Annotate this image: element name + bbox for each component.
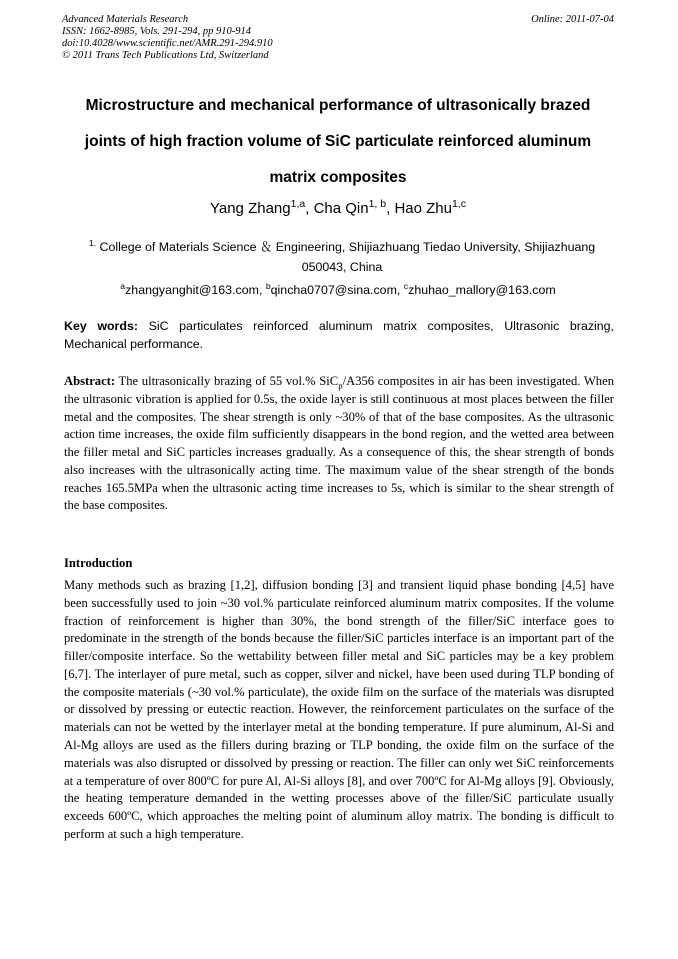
abstract-section: [64, 373, 614, 515]
doi-line: doi:10.4028/www.scientific.net/AMR.291-294.910: [62, 38, 273, 49]
online-date: Online: 2011-07-04: [531, 14, 614, 25]
author-affiliation-mark: 1,a: [290, 198, 306, 210]
journal-name: Advanced Materials Research: [62, 14, 189, 25]
affiliation-line-2: 050043, China: [301, 260, 383, 274]
author-separator: ,: [305, 200, 314, 217]
title-line-1: Microstructure and mechanical performance of ultrasonically brazed: [85, 97, 591, 114]
email-address: zhangyanghit@163.com: [125, 283, 259, 297]
affiliation-line-1: College of Materials Science ＆ Engineering, Shijiazhuang Tiedao University, Shijiazhuang: [96, 240, 596, 254]
author-affiliation-mark: 1,c: [452, 198, 467, 210]
email-mark: a: [120, 280, 126, 291]
title-line-3: matrix composites: [269, 169, 407, 186]
email-address: zhuhao_mallory@163.com: [408, 283, 556, 297]
introduction-heading: Introduction: [64, 556, 133, 570]
keywords-label: Key words:: [64, 319, 138, 333]
introduction-body: Many methods such as brazing [1,2], diffusion bonding [3] and transient liquid phase bonding [4,5] have been successfully used to join ~30 vol.% particulate reinforced aluminum matrix composites. If the volume fraction of reinforcement is higher than 30%, the bond strength of the filler/SiC interface goes to predominate in the strength of the bonds because the filler/SiC particles interface is an important part of the filler/composite interface. So the wettability between filler metal and SiC particles may be a key problem [6,7]. The interlayer of pure metal, such as copper, silver and nickel, have been used during TLP bonding of the composite materials (~30 vol.% particulate), the oxide film on the surface of the materials was disrupted or dissolved by pressing or eutectic reaction. However, the reinforcement particulates on the surface of the materials can not be wetted by the interlayer metal at the bonding temperature. If pure aluminum, Al-Si and Al-Mg alloys are used as the fillers during brazing or TLP bonding, the oxide film on the surface of the materials was also disrupted or dissolved by pressing or reaction. The filler can only wet SiC reinforcements at a temperature of over 800ºC for pure Al, Al-Si alloys [8], and over 700ºC for Al-Mg alloys [9]. Obviously, the heating temperature demanded in the wetting processes above of the filler/SiC particulate usually exceeds 600ºC, which approaches the melting point of aluminum alloy matrix. The bonding is difficult to perform at such a high temperature.: [64, 578, 614, 841]
email-mark: b: [265, 280, 271, 291]
affiliation: [72, 237, 612, 277]
keywords-section: [64, 317, 614, 353]
paper-title: [62, 88, 614, 196]
keywords-text: SiC particulates reinforced aluminum matrix composites, Ultrasonic brazing, Mechanical performance.: [64, 319, 615, 351]
author-list: [62, 199, 614, 219]
author-name: Hao Zhu: [394, 200, 452, 217]
issn-line: ISSN: 1662-8985, Vols. 291-294, pp 910-914: [62, 26, 251, 37]
author-name: Cha Qin: [313, 200, 369, 217]
abstract-text: The ultrasonically brazing of 55 vol.% SiC: [115, 374, 339, 388]
abstract-subscript: p: [338, 380, 343, 391]
email-separator: ,: [396, 283, 404, 297]
email-separator: ,: [258, 283, 266, 297]
title-line-2: joints of high fraction volume of SiC particulate reinforced aluminum: [84, 133, 592, 150]
email-mark: c: [403, 280, 409, 291]
author-affiliation-mark: 1, b: [368, 198, 387, 210]
abstract-label: Abstract:: [64, 374, 116, 388]
publication-header: [62, 14, 614, 62]
affiliation-mark: 1.: [88, 237, 97, 248]
author-separator: ,: [386, 200, 395, 217]
abstract-text-continued: /A356 composites in air has been investigated. When the ultrasonic vibration is applied for 0.5s, the oxide layer is still continuous at most places between the filler metal and the composites. The shear strength is only ~30% of that of the base composites. As the ultrasonic action time increases, the oxide film sufficiently disappears in the bond region, and the wetted area between the filler metal and SiC particles increases gradually. As a consequence of this, the shear strength of bonds also increases with the ultrasonically acting time. The maximum value of the shear strength of the bonds reaches 165.5MPa when the ultrasonic acting time increases to 5s, which is similar to the shear strength of the base composites.: [64, 374, 614, 513]
author-emails: [62, 281, 614, 299]
copyright-line: © 2011 Trans Tech Publications Ltd, Switzerland: [62, 50, 269, 61]
author-name: Yang Zhang: [209, 200, 291, 217]
email-address: qincha0707@sina.com: [270, 283, 397, 297]
